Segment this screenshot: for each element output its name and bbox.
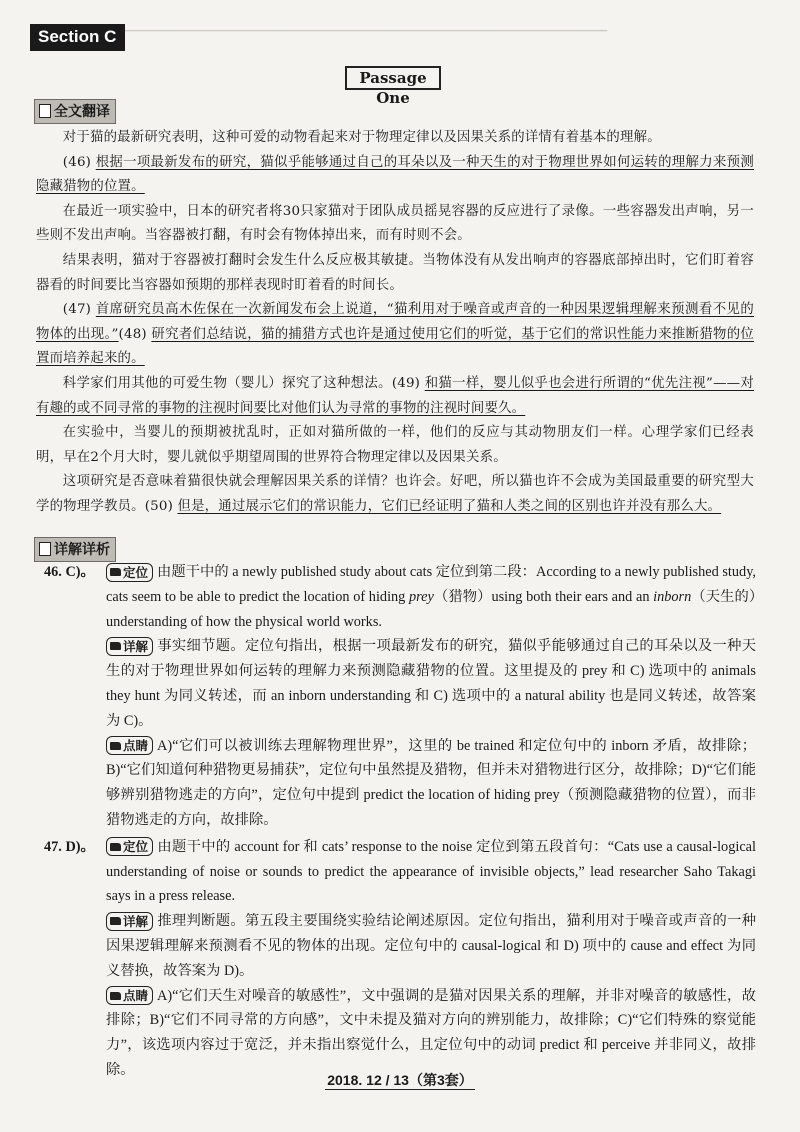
question-46-analysis	[44, 560, 756, 833]
answer-sentence-48: 研究者们总结说，猫的捕猎方式也许是通过使用它们的听觉，基于它们的常识性能力来推断猎物的位置而培养起来的。	[36, 326, 755, 367]
point-tag-label: 点睛	[123, 988, 149, 1004]
folder-icon	[110, 568, 121, 576]
analysis-body	[44, 560, 756, 1083]
question-ref-47: (47)	[62, 302, 92, 318]
point-tag-label: 点睛	[123, 738, 149, 754]
translation-paragraph-5	[36, 298, 754, 372]
section-label: Section C	[30, 24, 125, 51]
folder-icon	[110, 843, 121, 851]
q47-point	[106, 984, 756, 1083]
translation-paragraph-8	[36, 470, 754, 519]
q47-locate-text: 由题干中的 account for 和 cats’ response to the noise 定位到第五段首句：“Cats use a causal-logical understanding of noise or sounds to predict the appearance of invisible objects,” lead researcher Saho Takagi says in a press release.	[106, 838, 756, 905]
detail-tag-label: 详解	[123, 638, 149, 654]
q46-locate-text-c: （天生的）understanding of how the physical world works.	[106, 588, 756, 630]
q46-locate-text-a: 由题干中的 a newly published study about cats 定位到第二段：According to a newly published study, cats seem to be able to predict the location of hiding	[106, 564, 756, 605]
translation-paragraph-2	[36, 151, 754, 200]
page-footer	[0, 1070, 800, 1090]
detail-tag	[106, 637, 153, 656]
translation-paragraph-7: 在实验中，当婴儿的预期被扰乱时，正如对猫所做的一样，他们的反应与其动物朋友们一样。心理学家们已经表明，早在2个月大时，婴儿就似乎期望周围的世界符合物理定律以及因果关系。	[36, 425, 754, 465]
question-47-answer: 47. D)。	[44, 838, 95, 855]
question-46-answer: 46. C)。	[44, 564, 95, 580]
q46-detail-text: 事实细节题。定位句指出，根据一项最新发布的研究，猫似乎能够通过自己的耳朵以及一种天生的对于物理世界如何运转的理解力来预测隐藏猎物的位置。这里提及的 prey 和 C) 选项中的 animals they hunt 为同义转述，而 an inborn understanding 和 C) 选项中的 a natural ability 也是同义转述，故答案为 C)。	[106, 638, 756, 729]
question-ref-50: (50)	[144, 498, 174, 514]
translation-paragraph-3: 在最近一项实验中，日本的研究者将30只家猫对于团队成员摇晃容器的反应进行了录像。一些容器发出声响，另一些则不发出声响。当容器被打翻，有时会有物体掉出来，而有时则不会。	[36, 203, 754, 244]
translation-heading	[34, 99, 116, 124]
folder-icon	[110, 642, 121, 650]
detail-tag-label: 详解	[123, 913, 149, 929]
translation-heading-label: 全文翻译	[54, 104, 110, 120]
locate-tag	[106, 837, 153, 856]
question-ref-46: (46)	[62, 154, 92, 170]
translation-body	[36, 126, 754, 520]
q46-point	[106, 734, 756, 833]
point-tag	[106, 986, 153, 1005]
folder-icon	[110, 992, 121, 1000]
bleed-through-text: ▔▔▔▔▔▔▔▔▔▔▔▔▔▔▔▔▔▔▔▔▔▔▔▔▔▔▔▔▔▔▔▔▔▔▔▔▔▔▔▔▔▔▔▔▔▔▔▔▔▔▔▔▔▔▔▔▔	[125, 31, 608, 43]
folder-icon	[110, 917, 121, 925]
question-ref-48: (48)	[118, 326, 147, 342]
q46-prey: prey	[409, 588, 434, 605]
detail-tag	[106, 912, 153, 931]
q47-point-text: A)“它们天生对噪音的敏感性”，文中强调的是猫对因果关系的理解，并非对噪音的敏感性，故排除；B)“它们不同寻常的方向感”，文中未提及猫对方向的辨别能力，故排除；C)“它们特殊的察觉能力”，该选项内容过于宽泛，并未指出察觉什么，且定位句中的动词 predict 和 perceive 并非同义，故排除。	[106, 987, 756, 1078]
answer-sentence-50: 但是，通过展示它们的常识能力，它们已经证明了猫和人类之间的区别也许并没有那么大。	[177, 498, 722, 514]
q47-detail	[106, 909, 756, 983]
translation-paragraph-4: 结果表明，猫对于容器被打翻时会发生什么反应极其敏捷。当物体没有从发出响声的容器底部掉出时，它们盯着容器看的时间要比当容器如预期的那样表现时盯着看的时间长。	[36, 252, 754, 293]
footer-label: 2018. 12 / 13（第3套）	[327, 1072, 473, 1088]
point-tag	[106, 736, 153, 755]
q46-point-text: A)“它们可以被训练去理解物理世界”，这里的 be trained 和定位句中的 inborn 矛盾，故排除；B)“它们知道何种猎物更易捕获”，定位句中虽然提及猎物，但并未对猎物进行区分，故排除；D)“它们能够辨别猎物逃走的方向”，定位句中提到 predict the location of hiding prey（预测隐藏猎物的位置），而非猎物逃走的方向，故排除。	[106, 737, 756, 828]
locate-tag-label: 定位	[123, 839, 149, 855]
translation-paragraph-6	[36, 372, 754, 421]
answer-sentence-46: 根据一项最新发布的研究，猫似乎能够通过自己的耳朵以及一种天生的对于物理世界如何运转的理解力来预测隐藏猎物的位置。	[36, 154, 754, 195]
q46-detail	[106, 634, 756, 733]
q46-locate-text-b: （猎物）using both their ears and an	[433, 588, 654, 605]
heading-marker-icon	[39, 542, 51, 556]
question-47-analysis	[44, 835, 756, 1083]
q47-detail-text: 推理判断题。第五段主要围绕实验结论阐述原因。定位句指出，猫利用对于噪音或声音的一种因果逻辑理解来预测看不见的物体的出现。定位句中的 causal-logical 和 D) 项中的 cause and effect 为同义替换，故答案为 D)。	[106, 913, 756, 979]
locate-tag-label: 定位	[123, 564, 149, 580]
q46-locate	[106, 560, 756, 634]
translation-paragraph-1: 对于猫的最新研究表明，这种可爱的动物看起来对于物理定律以及因果关系的详情有着基本的理解。	[62, 130, 661, 145]
answer-sentence-47: 首席研究员高木佐保在一次新闻发布会上说道，“猫利用对于噪音或声音的一种因果逻辑理解来预测看不见的物体的出现。”	[36, 302, 754, 342]
q47-locate	[106, 835, 756, 909]
question-ref-49: (49)	[391, 375, 421, 391]
passage-title: Passage One	[345, 66, 441, 90]
translation-paragraph-8-lead: 这项研究是否意味着猫很快就会理解因果关系的详情？也许会。好吧，所以猫也许不会成为美国最重要的研究型大学的物理学教员。	[36, 474, 754, 514]
heading-marker-icon	[39, 104, 51, 118]
analysis-heading	[34, 537, 116, 562]
analysis-heading-label: 详解详析	[54, 542, 110, 558]
locate-tag	[106, 563, 153, 582]
folder-icon	[110, 742, 121, 750]
answer-sentence-49: 和猫一样，婴儿似乎也会进行所谓的“优先注视”——对有趣的或不同寻常的事物的注视时间要比对他们认为寻常的事物的注视时间要久。	[36, 375, 754, 416]
q46-inborn: inborn	[653, 588, 692, 605]
translation-paragraph-6-lead: 科学家们用其他的可爱生物（婴儿）探究了这种想法。	[62, 375, 392, 391]
